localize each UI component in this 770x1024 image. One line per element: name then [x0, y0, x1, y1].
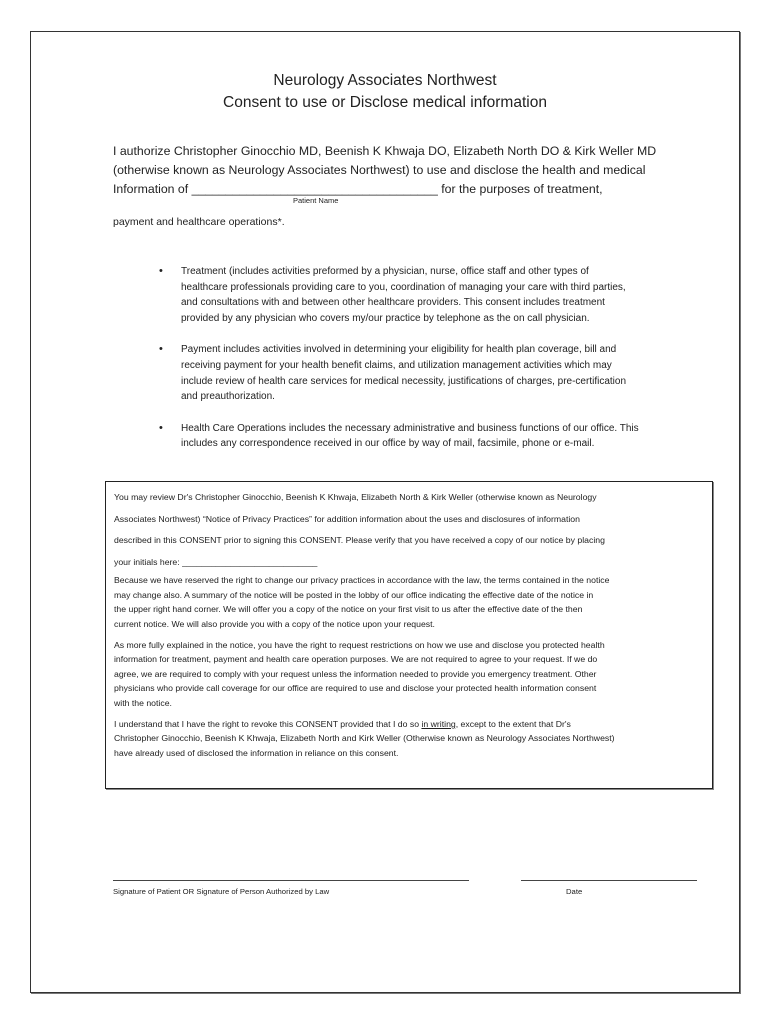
notice-paragraph: Because we have reserved the right to change our privacy practices in accordance with the law, the terms contained in the notice may change also. A summary of the notice will be posted in the lobby of our office indicating the effective date of the notice in the upper right hand corner. We will offer you a copy of the notice on your first visit to us after the effective date of the then current notice. We will also provide you with a copy of the notice upon your request. — [114, 575, 610, 629]
list-item-operations: • Health Care Operations includes the necessary administrative and business functions of our office. This includes any correspondence received in our office by way of mail, facsimile, phone or e-mail. — [159, 421, 639, 450]
authorization-line: I authorize Christopher Ginocchio MD, Beenish K Khwaja DO, Elizabeth North DO & Kirk Weller MD — [113, 144, 657, 158]
notice-paragraph: As more fully explained in the notice, you have the right to request restrictions on how we use and disclose you protected health information for treatment, payment and health care operation purposes. We are not required to agree to your request. If we do agree, we are required to comply with your request unless the information needed to provide you emergency treatment. Other physicians who provide call coverage for our office are required to use and disclose your protected health information consent with the notice. — [114, 640, 605, 708]
bullet-icon: • — [159, 265, 163, 277]
patient-signature-label: Signature of Patient OR Signature of Person Authorized by Law — [113, 887, 330, 896]
consent-form-page — [30, 31, 740, 993]
authorization-line: (otherwise known as Neurology Associates Northwest) to use and disclose the health and medical — [113, 163, 646, 177]
bullet-icon: • — [159, 421, 163, 434]
form-title: Consent to use or Disclose medical information — [223, 94, 547, 111]
in-writing-emphasis: in writing — [421, 719, 456, 730]
privacy-notice-text — [114, 487, 714, 760]
date-field[interactable] — [521, 880, 697, 881]
privacy-notice-box — [105, 481, 713, 789]
list-item-treatment: • Treatment (includes activities preformed by a physician, nurse, office staff and other types of healthcare professionals providing care to you, coordination of managing your care with third parties, and consultations with and between other healthcare providers. This consent includes treatment provided by any physician who covers my/our practice by telephone as the on call physician. — [159, 265, 626, 324]
patient-name-label: Patient Name — [293, 196, 339, 205]
patient-name-field[interactable]: Information of ____________________________________ for the purposes of treatment, — [113, 182, 603, 196]
authorization-line: payment and healthcare operations*. — [113, 216, 285, 228]
bullet-icon: • — [159, 343, 163, 356]
list-item-payment: • Payment includes activities involved in determining your eligibility for health plan coverage, bill and receiving payment for your health benefit claims, and utilization management activities which may include review of health care services for medical necessity, justifications of charges, pre-certification and preauthorization. — [159, 343, 627, 403]
definitions-list — [153, 264, 723, 452]
notice-paragraph: You may review Dr's Christopher Ginocchio, Beenish K Khwaja, Elizabeth North & Kirk Weller (otherwise known as Neurology Associates Northwest) “Notice of Privacy Practices” for addition information about the uses and disclosures of information described in this CONSENT prior to signing this CONSENT. Please verify that you have received a copy of our notice by placing your initials here: ____________________________ — [114, 487, 714, 573]
patient-signature-field[interactable] — [113, 880, 469, 881]
notice-paragraph: I understand that I have the right to revoke this CONSENT provided that I do so in writing, except to the extent that Dr's Christopher Ginocchio, Beenish K Khwaja, Elizabeth North and Kirk Weller (Otherwise known as Neurology Associates Northwest) have already used of disclosed the information in reliance on this consent. — [114, 719, 615, 758]
authorization-paragraph — [113, 142, 713, 199]
initials-field[interactable]: your initials here: ____________________________ — [114, 556, 318, 567]
date-label: Date — [566, 887, 583, 896]
practice-name: Neurology Associates Northwest — [273, 72, 497, 89]
